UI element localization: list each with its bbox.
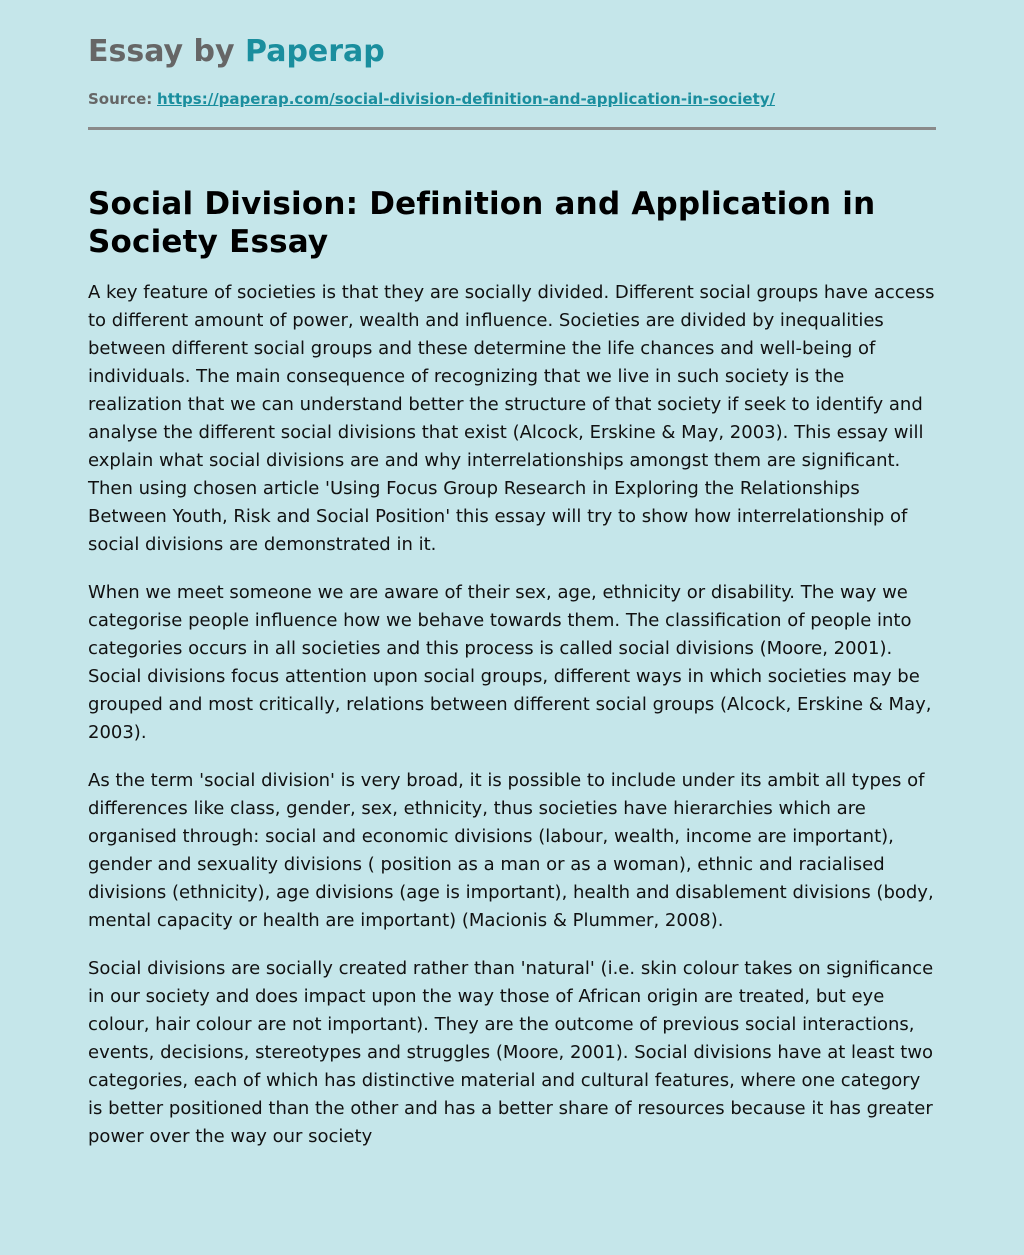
source-label: Source:	[88, 90, 153, 108]
article	[88, 185, 936, 1151]
source-line	[88, 88, 936, 110]
paragraph: When we meet someone we are aware of their sex, age, ethnicity or disability. The way we categorise people influence how we behave towards them. The classification of people into categories occurs in all societies and this process is called social divisions (Moore, 2001). Social divisions focus attention upon social groups, different ways in which societies may be grouped and most critically, relations between different social groups (Alcock, Erskine & May, 2003).	[88, 582, 932, 743]
paragraph: A key feature of societies is that they are socially divided. Different social groups have access to different amount of power, wealth and influence. Societies are divided by inequalities between different social groups and these determine the life chances and well-being of individuals. The main consequence of recognizing that we live in such society is the realization that we can understand better the structure of that society if seek to identify and analyse the different social divisions that exist (Alcock, Erskine & May, 2003). This essay will explain what social divisions are and why interrelationships amongst them are significant. Then using chosen article 'Using Focus Group Research in Exploring the Relationships Between Youth, Risk and Social Position' this essay will try to show how interrelationship of social divisions are demonstrated in it.	[88, 282, 935, 555]
brand-logo[interactable]	[88, 30, 936, 74]
header-divider	[88, 127, 936, 130]
article-body	[88, 279, 936, 1151]
source-link[interactable]: https://paperap.com/social-division-definition-and-application-in-society/	[157, 90, 775, 108]
paragraph: Social divisions are socially created rather than 'natural' (i.e. skin colour takes on significance in our society and does impact upon the way those of African origin are treated, but eye colour, hair colour are not important). They are the outcome of previous social interactions, events, decisions, stereotypes and struggles (Moore, 2001). Social divisions have at least two categories, each of which has distinctive material and cultural features, where one category is better positioned than the other and has a better share of resources because it has greater power over the way our society	[88, 958, 934, 1147]
brand-prefix: Essay by	[88, 34, 246, 69]
article-title: Social Division: Definition and Application in Society Essay	[88, 186, 876, 260]
brand-name: Paperap	[245, 34, 385, 69]
site-header	[88, 30, 936, 130]
paragraph: As the term 'social division' is very broad, it is possible to include under its ambit all types of differences like class, gender, sex, ethnicity, thus societies have hierarchies which are organised through: social and economic divisions (labour, wealth, income are important), gender and sexuality divisions ( position as a man or as a woman), ethnic and racialised divisions (ethnicity), age divisions (age is important), health and disablement divisions (body, mental capacity or health are important) (Macionis & Plummer, 2008).	[88, 770, 934, 931]
